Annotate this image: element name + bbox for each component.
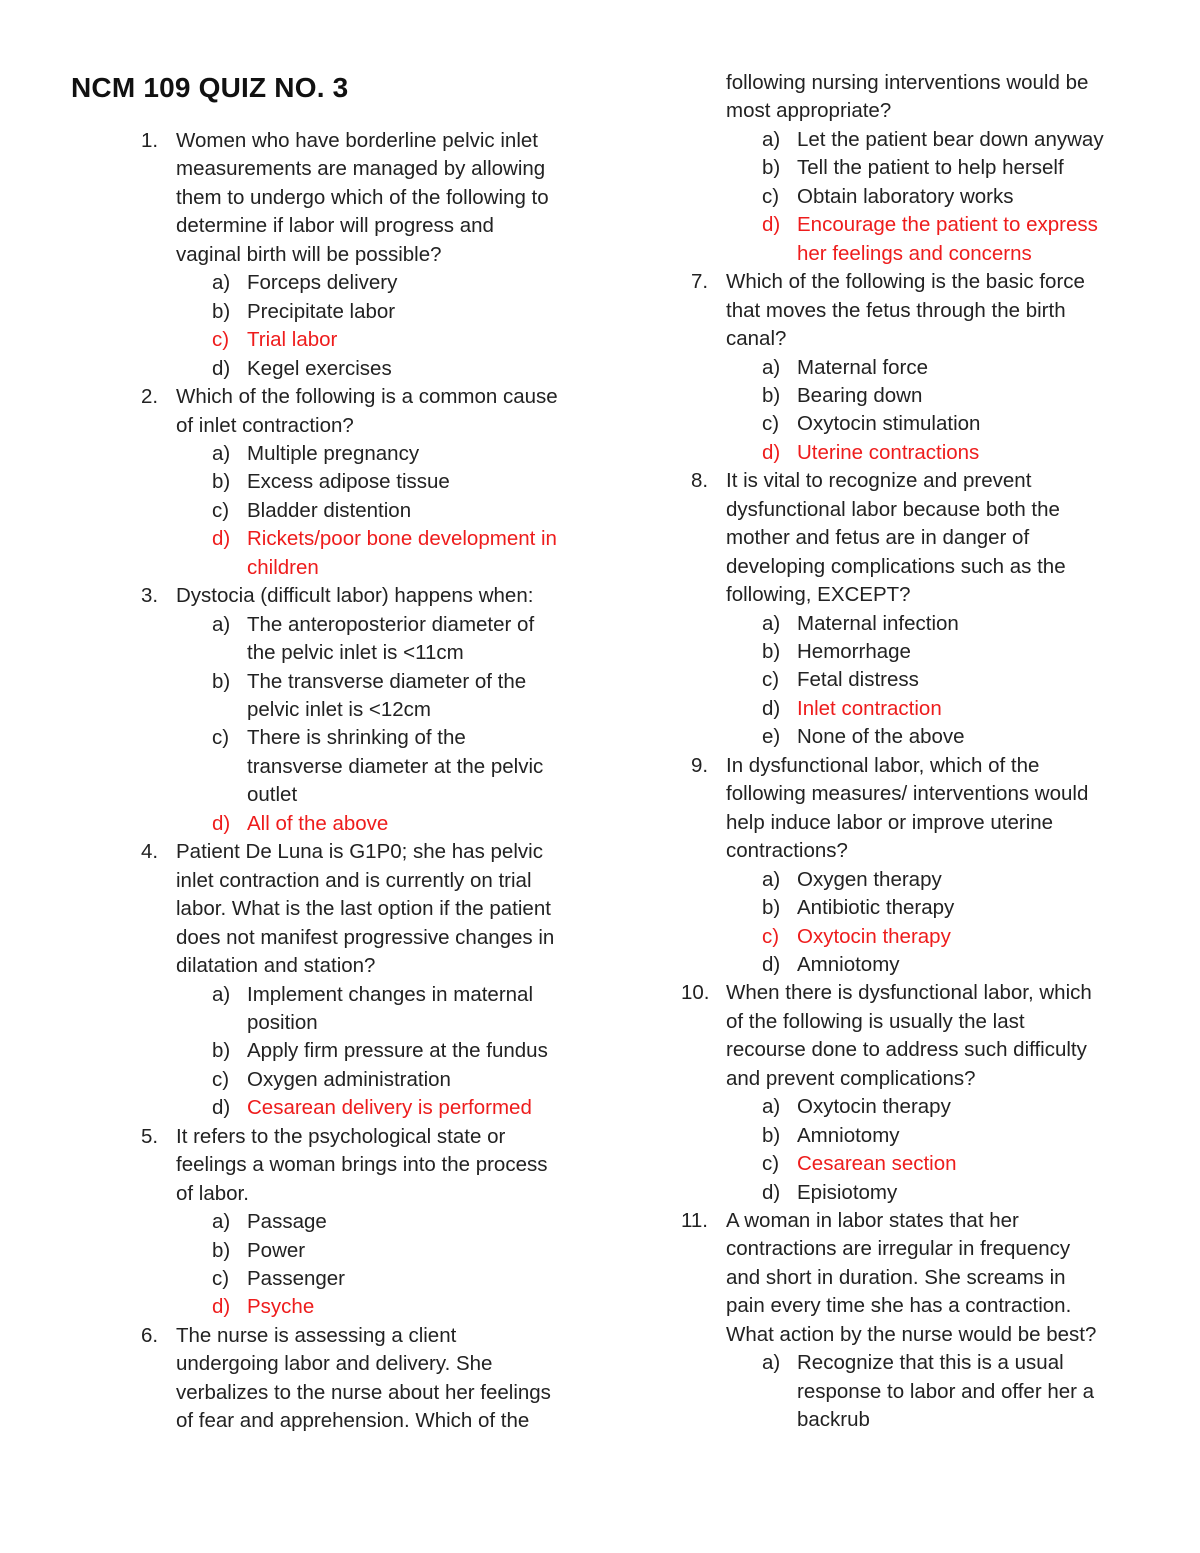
question-text: that moves the fetus through the birth (726, 298, 1066, 322)
question-number: 6. (141, 1323, 159, 1347)
option-letter: d) (212, 811, 231, 835)
question-text: canal? (726, 327, 787, 351)
question-text: developing complications such as the (726, 554, 1066, 578)
question-text: Dystocia (difficult labor) happens when: (176, 584, 534, 608)
option-text: Antibiotic therapy (797, 896, 955, 920)
question-text: What action by the nurse would be best? (726, 1322, 1097, 1346)
question-text: It is vital to recognize and prevent (726, 469, 1032, 493)
option-letter: d) (762, 696, 781, 720)
option-letter: a) (212, 271, 231, 295)
option-text: the pelvic inlet is <11cm (247, 641, 464, 665)
question-text: following nursing interventions would be (726, 71, 1089, 94)
question-number: 11. (681, 1209, 708, 1232)
option-letter: d) (762, 1180, 781, 1204)
question-text: help induce labor or improve uterine (726, 810, 1054, 834)
option-letter: d) (212, 1295, 231, 1319)
option-text: Fetal distress (797, 668, 919, 692)
option-letter: a) (762, 611, 781, 635)
option-text: Hemorrhage (797, 640, 911, 663)
option-text: pelvic inlet is <12cm (247, 698, 432, 721)
option-letter: b) (762, 896, 781, 920)
option-text: Passage (247, 1210, 327, 1234)
option-text: Multiple pregnancy (247, 441, 420, 465)
option-text: position (247, 1010, 318, 1034)
option-text: Excess adipose tissue (247, 470, 450, 494)
option-text: Implement changes in maternal (247, 982, 534, 1006)
option-text: Obtain laboratory works (797, 184, 1014, 208)
question-text: does not manifest progressive changes in (176, 925, 555, 949)
question-text: In dysfunctional labor, which of the (726, 753, 1040, 777)
question-text: inlet contraction and is currently on trial (176, 868, 532, 892)
correct-answer-text: Cesarean delivery is performed (247, 1096, 532, 1120)
option-letter: a) (762, 127, 781, 151)
question-text: verbalizes to the nurse about her feelings (176, 1380, 551, 1404)
correct-answer-text: Inlet contraction (797, 696, 942, 720)
question-text: dysfunctional labor because both the (726, 497, 1060, 521)
question-number: 2. (141, 385, 159, 409)
option-text: Oxytocin therapy (797, 1095, 951, 1119)
question-text: them to undergo which of the following to (176, 185, 549, 209)
option-letter: a) (762, 1095, 781, 1119)
question-text: of fear and apprehension. Which of the (176, 1409, 530, 1433)
question-number: 1. (141, 129, 159, 152)
question-text: most appropriate? (726, 99, 892, 123)
correct-answer-text: Rickets/poor bone development in (247, 527, 557, 551)
correct-answer-text: children (247, 555, 319, 579)
question-text: labor. What is the last option if the patient (176, 897, 551, 921)
question-number: 10. (681, 981, 710, 1005)
question-number: 7. (691, 270, 709, 294)
option-text: Oxygen administration (247, 1067, 451, 1091)
question-number: 3. (141, 584, 159, 608)
option-text: Precipitate labor (247, 299, 396, 323)
question-text: of labor. (176, 1181, 249, 1205)
question-text: measurements are managed by allowing (176, 157, 546, 181)
option-text: Tell the patient to help herself (797, 156, 1064, 180)
option-letter: c) (762, 184, 780, 208)
question-text: of inlet contraction? (176, 413, 354, 437)
option-text: outlet (247, 783, 298, 807)
option-text: Episiotomy (797, 1180, 898, 1204)
question-text: Patient De Luna is G1P0; she has pelvic (176, 840, 543, 864)
option-letter: b) (762, 1123, 781, 1147)
option-text: The transverse diameter of the (247, 669, 527, 693)
option-text: Let the patient bear down anyway (797, 127, 1104, 151)
quiz-title: NCM 109 QUIZ NO. 3 (71, 72, 349, 103)
correct-answer-text: Encourage the patient to express (797, 213, 1098, 237)
question-text: recourse done to address such difficulty (726, 1038, 1087, 1062)
question-text: Women who have borderline pelvic inlet (176, 129, 538, 152)
question-number: 4. (141, 840, 159, 864)
question-text: A woman in labor states that her (726, 1209, 1019, 1232)
option-text: None of the above (797, 725, 965, 749)
correct-answer-text: Oxytocin therapy (797, 924, 951, 948)
option-letter: b) (762, 156, 781, 180)
correct-answer-text: All of the above (247, 811, 389, 835)
option-letter: c) (762, 668, 780, 692)
correct-answer-text: Trial labor (247, 328, 338, 352)
question-text: feelings a woman brings into the process (176, 1153, 548, 1177)
option-letter: b) (212, 669, 231, 693)
option-text: Kegel exercises (247, 356, 392, 380)
question-number: 5. (141, 1124, 159, 1148)
question-text: Which of the following is the basic force (726, 270, 1085, 294)
question-text: contractions are irregular in frequency (726, 1237, 1071, 1261)
option-letter: a) (212, 612, 231, 636)
question-text: determine if labor will progress and (176, 214, 494, 238)
option-text: There is shrinking of the (247, 726, 466, 750)
question-number: 8. (691, 469, 709, 493)
option-letter: d) (762, 440, 781, 464)
option-letter: a) (212, 982, 231, 1006)
question-text: vaginal birth will be possible? (176, 242, 442, 266)
correct-answer-text: Uterine contractions (797, 440, 980, 464)
option-letter: c) (762, 412, 780, 436)
question-text: mother and fetus are in danger of (726, 526, 1030, 550)
option-letter: b) (762, 383, 781, 407)
option-text: Bladder distention (247, 498, 412, 522)
option-text: Bearing down (797, 383, 923, 407)
option-text: The anteroposterior diameter of (247, 612, 535, 636)
option-text: Passenger (247, 1267, 346, 1290)
option-letter: c) (212, 726, 230, 750)
option-letter: a) (762, 355, 781, 379)
option-text: transverse diameter at the pelvic (247, 754, 544, 778)
option-letter: b) (212, 1039, 231, 1063)
option-letter: d) (762, 213, 781, 237)
option-letter: c) (762, 1152, 780, 1176)
option-letter: d) (212, 1096, 231, 1120)
question-text: following measures/ interventions would (726, 782, 1089, 806)
option-letter: d) (212, 527, 231, 551)
option-text: Oxytocin stimulation (797, 412, 981, 436)
option-letter: a) (212, 1210, 231, 1234)
option-letter: b) (212, 1238, 231, 1262)
option-letter: c) (212, 1267, 230, 1290)
option-letter: a) (212, 441, 231, 465)
option-text: Oxygen therapy (797, 867, 942, 891)
option-text: Amniotomy (797, 1123, 900, 1147)
correct-answer-text: Psyche (247, 1295, 315, 1319)
question-text: It refers to the psychological state or (176, 1124, 506, 1148)
option-text: Apply firm pressure at the fundus (247, 1039, 548, 1063)
option-letter: d) (212, 356, 231, 380)
question-text: and prevent complications? (726, 1066, 976, 1090)
option-text: backrub (797, 1408, 870, 1432)
correct-answer-text: her feelings and concerns (797, 241, 1032, 265)
question-text: The nurse is assessing a client (176, 1323, 457, 1347)
option-letter: c) (212, 498, 230, 522)
option-letter: b) (762, 640, 781, 663)
option-letter: b) (212, 299, 231, 323)
option-letter: c) (762, 924, 780, 948)
option-letter: e) (762, 725, 781, 749)
correct-answer-text: Cesarean section (797, 1152, 957, 1176)
question-text: undergoing labor and delivery. She (176, 1352, 493, 1376)
option-letter: d) (762, 952, 781, 976)
option-text: response to labor and offer her a (797, 1379, 1095, 1403)
question-text: and short in duration. She screams in (726, 1265, 1066, 1289)
option-text: Amniotomy (797, 952, 900, 976)
option-text: Recognize that this is a usual (797, 1351, 1064, 1375)
question-text: When there is dysfunctional labor, which (726, 981, 1092, 1005)
option-letter: c) (212, 1067, 230, 1091)
question-number: 9. (691, 753, 709, 777)
option-letter: b) (212, 470, 231, 494)
option-text: Power (247, 1238, 306, 1262)
question-text: following, EXCEPT? (726, 583, 911, 607)
question-text: dilatation and station? (176, 954, 376, 978)
option-letter: c) (212, 328, 230, 352)
question-text: of the following is usually the last (726, 1009, 1025, 1033)
option-letter: a) (762, 1351, 781, 1375)
option-text: Maternal force (797, 355, 929, 379)
question-text: contractions? (726, 839, 848, 863)
option-text: Maternal infection (797, 611, 959, 635)
question-text: pain every time she has a contraction. (726, 1294, 1072, 1318)
option-text: Forceps delivery (247, 271, 398, 295)
question-text: Which of the following is a common cause (176, 385, 558, 409)
option-letter: a) (762, 867, 781, 891)
